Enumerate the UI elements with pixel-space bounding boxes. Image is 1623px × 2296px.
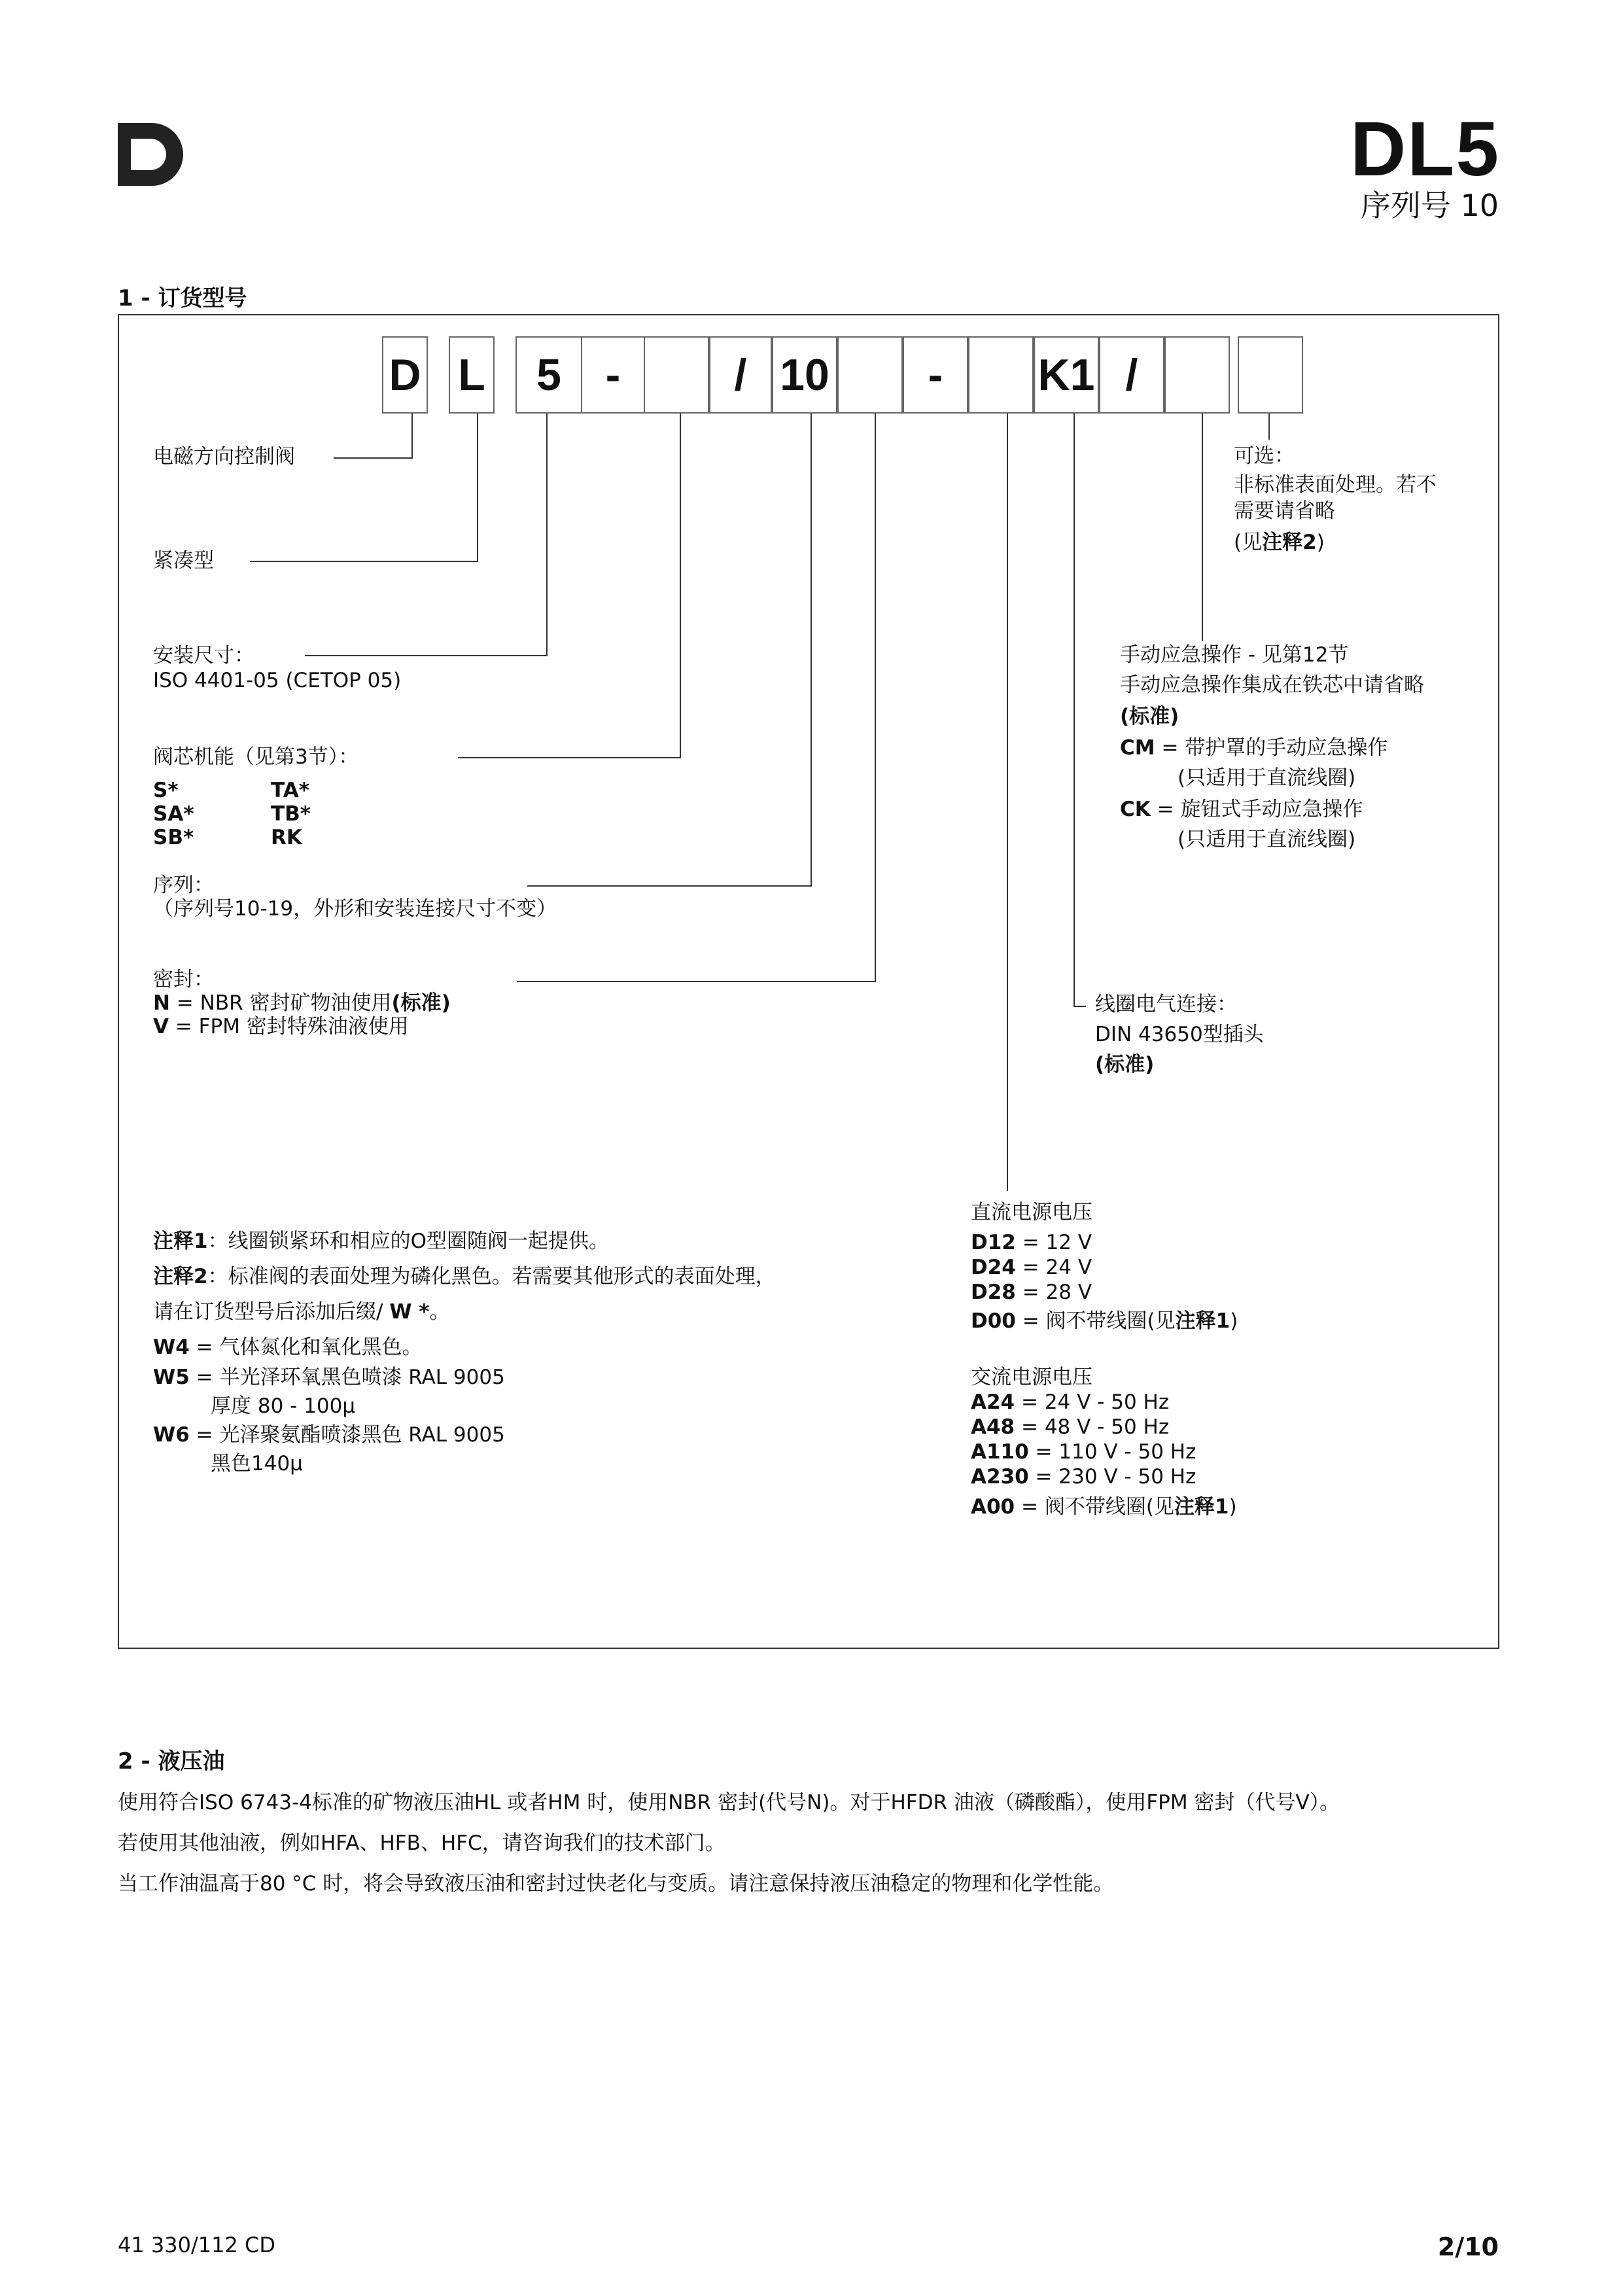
label-coil-std: (标准)	[1095, 1053, 1155, 1076]
label-compact: 紧凑型	[153, 549, 214, 573]
label-manual-std: (标准)	[1120, 705, 1179, 728]
label-manual-line2: 手动应急操作集成在铁芯中请省略	[1120, 673, 1424, 697]
dc-voltage-row: D24 = 24 V	[971, 1256, 1092, 1279]
label-series-note: （序列号10-19，外形和安装连接尺寸不变）	[153, 897, 557, 921]
section1-heading: 1 - 订货型号	[118, 285, 247, 311]
spool-code: TA*	[271, 779, 309, 802]
label-seal-title: 密封：	[153, 968, 214, 991]
note-2: 注释2：标准阀的表面处理为磷化黑色。若需要其他形式的表面处理，	[153, 1265, 776, 1288]
spool-code: RK	[271, 826, 302, 849]
finish-w6: W6 = 光泽聚氨酯喷漆黑色 RAL 9005	[153, 1423, 505, 1447]
ac-voltage-row: A230 = 230 V - 50 Hz	[971, 1465, 1196, 1489]
code-box-slash2: /	[1099, 336, 1164, 414]
fluid-line-2: 若使用其他油液，例如HFA、HFB、HFC，请咨询我们的技术部门。	[118, 1831, 725, 1855]
label-size-title: 安装尺寸：	[153, 644, 254, 667]
label-manual-line1: 手动应急操作 - 见第12节	[1120, 643, 1349, 667]
note-1: 注释1：线圈锁紧环和相应的O型圈随阀一起提供。	[153, 1229, 609, 1253]
section2-heading: 2 - 液压油	[118, 1748, 225, 1775]
label-ac-title: 交流电源电压	[971, 1366, 1092, 1389]
label-optional-line1: 非标准表面处理。若不	[1234, 473, 1437, 497]
label-spool-title: 阀芯机能（见第3节）：	[153, 745, 359, 769]
finish-w6-sub: 黑色140μ	[211, 1452, 303, 1475]
manual-option-ck-note: (只适用于直流线圈)	[1178, 828, 1356, 851]
ac-a00-row: A00 = 阀不带线圈(见注释1)	[971, 1495, 1237, 1519]
ac-voltage-row: A110 = 110 V - 50 Hz	[971, 1440, 1196, 1464]
note-2-cont: 请在订货型号后添加后缀/ W *。	[153, 1300, 450, 1324]
spool-code: TB*	[271, 802, 311, 826]
seal-option-v: V = FPM 密封特殊油液使用	[153, 1015, 409, 1038]
label-series-title: 序列：	[153, 874, 214, 897]
finish-w5: W5 = 半光泽环氧黑色喷漆 RAL 9005	[153, 1366, 505, 1389]
spool-code: SB*	[153, 826, 194, 849]
finish-w5-sub: 厚度 80 - 100μ	[211, 1394, 356, 1418]
fluid-line-3: 当工作油温高于80 °C 时，将会导致液压油和密封过快老化与变质。请注意保持液压油稳定的物理和化学性能。	[118, 1872, 1114, 1896]
seal-option-n: N = NBR 密封矿物油使用(标准)	[153, 991, 451, 1015]
manual-option-cm: CM = 带护罩的手动应急操作	[1120, 736, 1388, 760]
label-valve-type: 电磁方向控制阀	[153, 445, 295, 468]
page-number: 2/10	[1437, 2233, 1499, 2261]
finish-w4: W4 = 气体氮化和氧化黑色。	[153, 1335, 423, 1359]
code-box-dash2: -	[903, 336, 968, 414]
dc-voltage-row: D12 = 12 V	[971, 1231, 1092, 1254]
code-box-slash1: /	[709, 336, 772, 414]
dc-d00-row: D00 = 阀不带线圈(见注释1)	[971, 1309, 1238, 1333]
code-box-k1: K1	[1034, 336, 1099, 414]
spool-code-list	[153, 779, 402, 849]
code-box-l: L	[449, 336, 495, 414]
label-optional-line2: 需要请省略	[1234, 499, 1335, 523]
ac-voltage-row: A24 = 24 V - 50 Hz	[971, 1390, 1170, 1414]
manual-option-cm-note: (只适用于直流线圈)	[1178, 766, 1356, 790]
code-box-d: D	[382, 336, 428, 414]
spool-code: SA*	[153, 802, 194, 826]
dc-voltage-row: D28 = 28 V	[971, 1280, 1092, 1304]
spool-code: S*	[153, 779, 179, 802]
label-optional-title: 可选：	[1234, 444, 1295, 468]
series-subtitle: 序列号 10	[1360, 188, 1499, 223]
label-coil-title: 线圈电气连接：	[1095, 993, 1237, 1016]
fluid-line-1: 使用符合ISO 6743-4标准的矿物液压油HL 或者HM 时，使用NBR 密封(代号N)。对于HFDR 油液（磷酸酯），使用FPM 密封（代号V）。	[118, 1791, 1340, 1814]
label-coil-value: DIN 43650型插头	[1095, 1023, 1264, 1046]
code-box-dash1: -	[581, 336, 645, 414]
label-size-value: ISO 4401-05 (CETOP 05)	[153, 669, 402, 692]
code-box-5: 5	[515, 336, 582, 414]
label-dc-title: 直流电源电压	[971, 1201, 1092, 1224]
page-title: DL5	[1350, 106, 1500, 192]
manual-option-ck: CK = 旋钮式手动应急操作	[1120, 798, 1363, 821]
label-optional-ref: (见注释2)	[1234, 531, 1325, 554]
code-box-series: 10	[772, 336, 837, 414]
ac-voltage-row: A48 = 48 V - 50 Hz	[971, 1415, 1170, 1439]
doc-code: 41 330/112 CD	[118, 2233, 275, 2257]
